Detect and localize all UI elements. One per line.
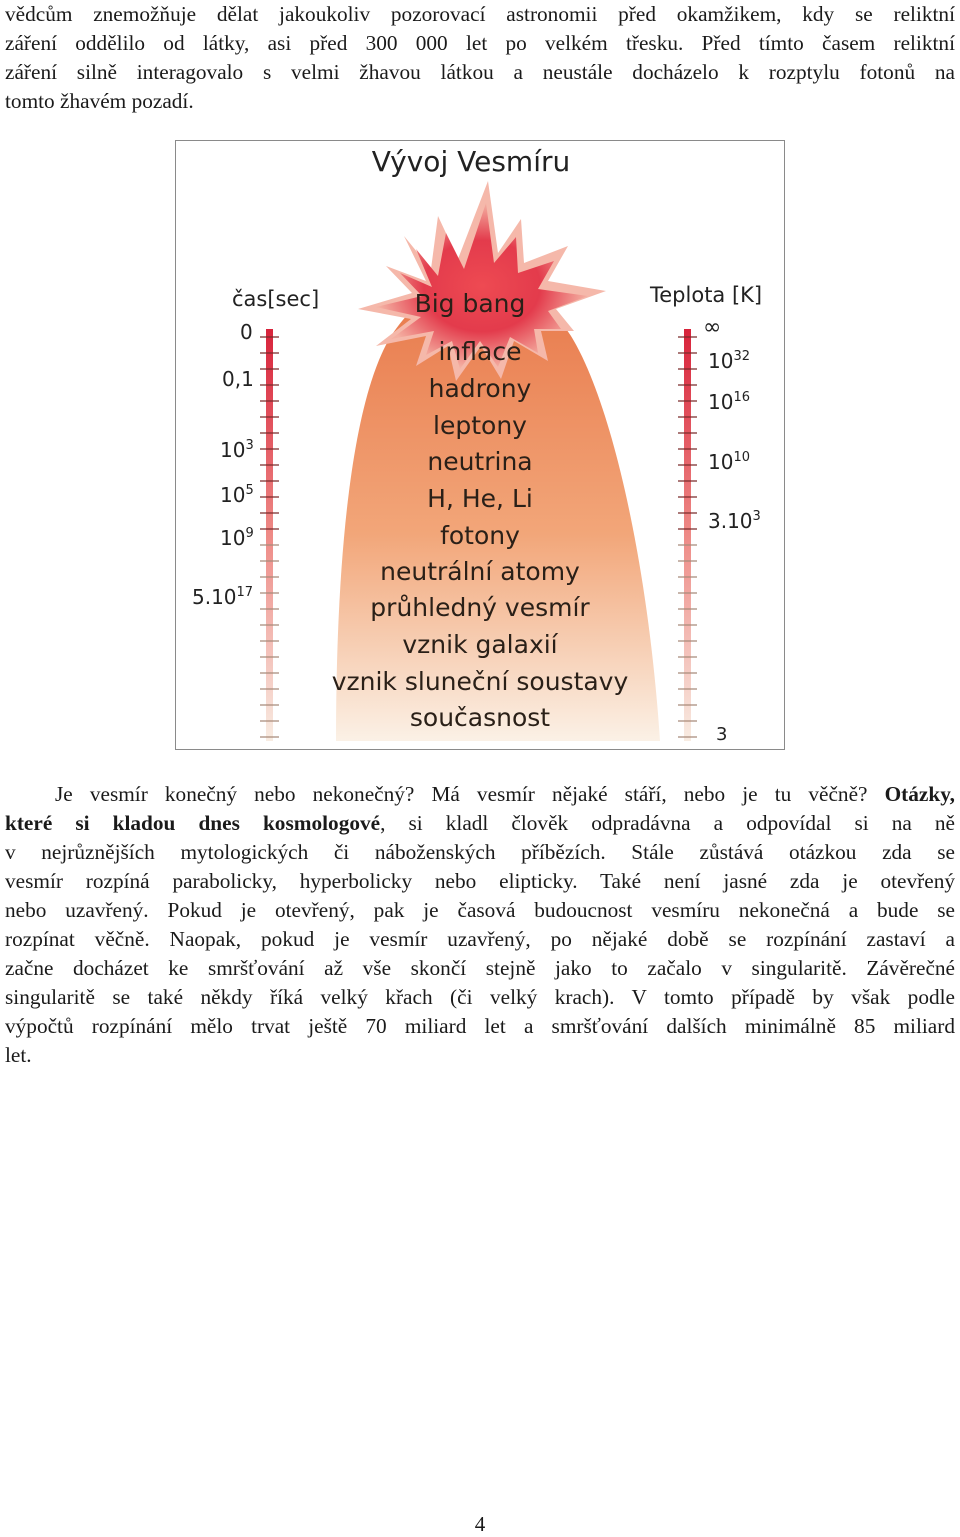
text-line: záření silně interagovalo s velmi žhavou látkou a neustále docházelo k rozptylu fotonů na bbox=[5, 60, 955, 84]
epoch-label: neutrální atomy bbox=[380, 557, 580, 586]
temp-tick-label: 3.10$^3$ bbox=[708, 509, 761, 533]
text-line: vědcům znemožňuje dělat jakoukoliv pozorovací astronomii před okamžikem, kdy se reliktní bbox=[5, 2, 955, 26]
intro-paragraph bbox=[5, 0, 955, 116]
text-line: let. bbox=[5, 1043, 32, 1067]
epoch-label: inflace bbox=[438, 337, 522, 366]
epoch-label: průhledný vesmír bbox=[370, 593, 590, 622]
time-tick-label: $10^5$ bbox=[220, 483, 254, 507]
universe-evolution-figure bbox=[175, 140, 785, 750]
text-line: rozpínat věčně. Naopak, pokud je vesmír uzavřený, po nějaké době se rozpínání zastaví a bbox=[5, 927, 955, 951]
epoch-label: neutrina bbox=[427, 447, 533, 476]
epoch-label-big-bang: Big bang bbox=[414, 289, 526, 318]
time-tick-label: 0 bbox=[240, 320, 253, 344]
text-line: singularitě se také někdy říká velký křach (či velký krach). V tomto případě by však podle bbox=[5, 985, 955, 1009]
time-tick-label: $10^9$ bbox=[220, 526, 254, 550]
text-line: výpočtů rozpínání mělo trvat ještě 70 miliard let a smršťování dalších minimálně 85 miliard bbox=[5, 1014, 955, 1038]
temp-axis-label: Teplota [K] bbox=[650, 283, 763, 307]
text-line: které si kladou dnes kosmologové, si kladl člověk odpradávna a odpovídal si na ně bbox=[5, 811, 955, 835]
epoch-label: vznik sluneční soustavy bbox=[331, 667, 629, 696]
epoch-label: leptony bbox=[433, 411, 527, 440]
text-line: vesmír rozpíná parabolicky, hyperbolicky nebo elipticky. Také není jasné zda je otevřený bbox=[5, 869, 955, 893]
text-line: nebo uzavřený. Pokud je otevřený, pak je časová budoucnost vesmíru nekonečná a bude se bbox=[5, 898, 955, 922]
text-line: záření oddělilo od látky, asi před 300 000 let po velkém třesku. Před tímto časem reliktní bbox=[5, 31, 955, 55]
time-tick-label: $10^3$ bbox=[220, 438, 254, 462]
temp-tick-label: $10^{16}$ bbox=[708, 390, 750, 414]
temp-tick-label: 3 bbox=[716, 724, 728, 745]
epoch-label: hadrony bbox=[428, 374, 532, 403]
text-line: v nejrůznějších mytologických či náboženských příbězích. Stále zůstává otázkou zda se bbox=[5, 840, 955, 864]
temp-tick-label: $10^{32}$ bbox=[708, 349, 750, 373]
temp-tick-label: ∞ bbox=[703, 315, 722, 340]
text-line: Je vesmír konečný nebo nekonečný? Má vesmír nějaké stáří, nebo je tu věčně? Otázky, bbox=[55, 782, 955, 806]
text-line: začne docházet ke smršťování až vše skončí stejně jako to začalo v singularitě. Závěrečné bbox=[5, 956, 955, 980]
epoch-label: vznik galaxií bbox=[402, 630, 558, 659]
time-tick-label: 0,1 bbox=[222, 367, 254, 391]
figure-title: Vývoj Vesmíru bbox=[371, 145, 571, 178]
text-line: tomto žhavém pozadí. bbox=[5, 89, 194, 113]
epoch-label: současnost bbox=[409, 703, 551, 732]
page-number: 4 bbox=[474, 1512, 486, 1536]
epoch-label: H, He, Li bbox=[427, 484, 533, 513]
cosmology-paragraph bbox=[5, 780, 955, 1070]
temp-tick-label: $10^{10}$ bbox=[708, 450, 750, 474]
epoch-label: fotony bbox=[440, 521, 520, 550]
time-axis-label: čas[sec] bbox=[232, 287, 320, 311]
time-tick-label: 5.10$^{17}$ bbox=[192, 585, 254, 609]
